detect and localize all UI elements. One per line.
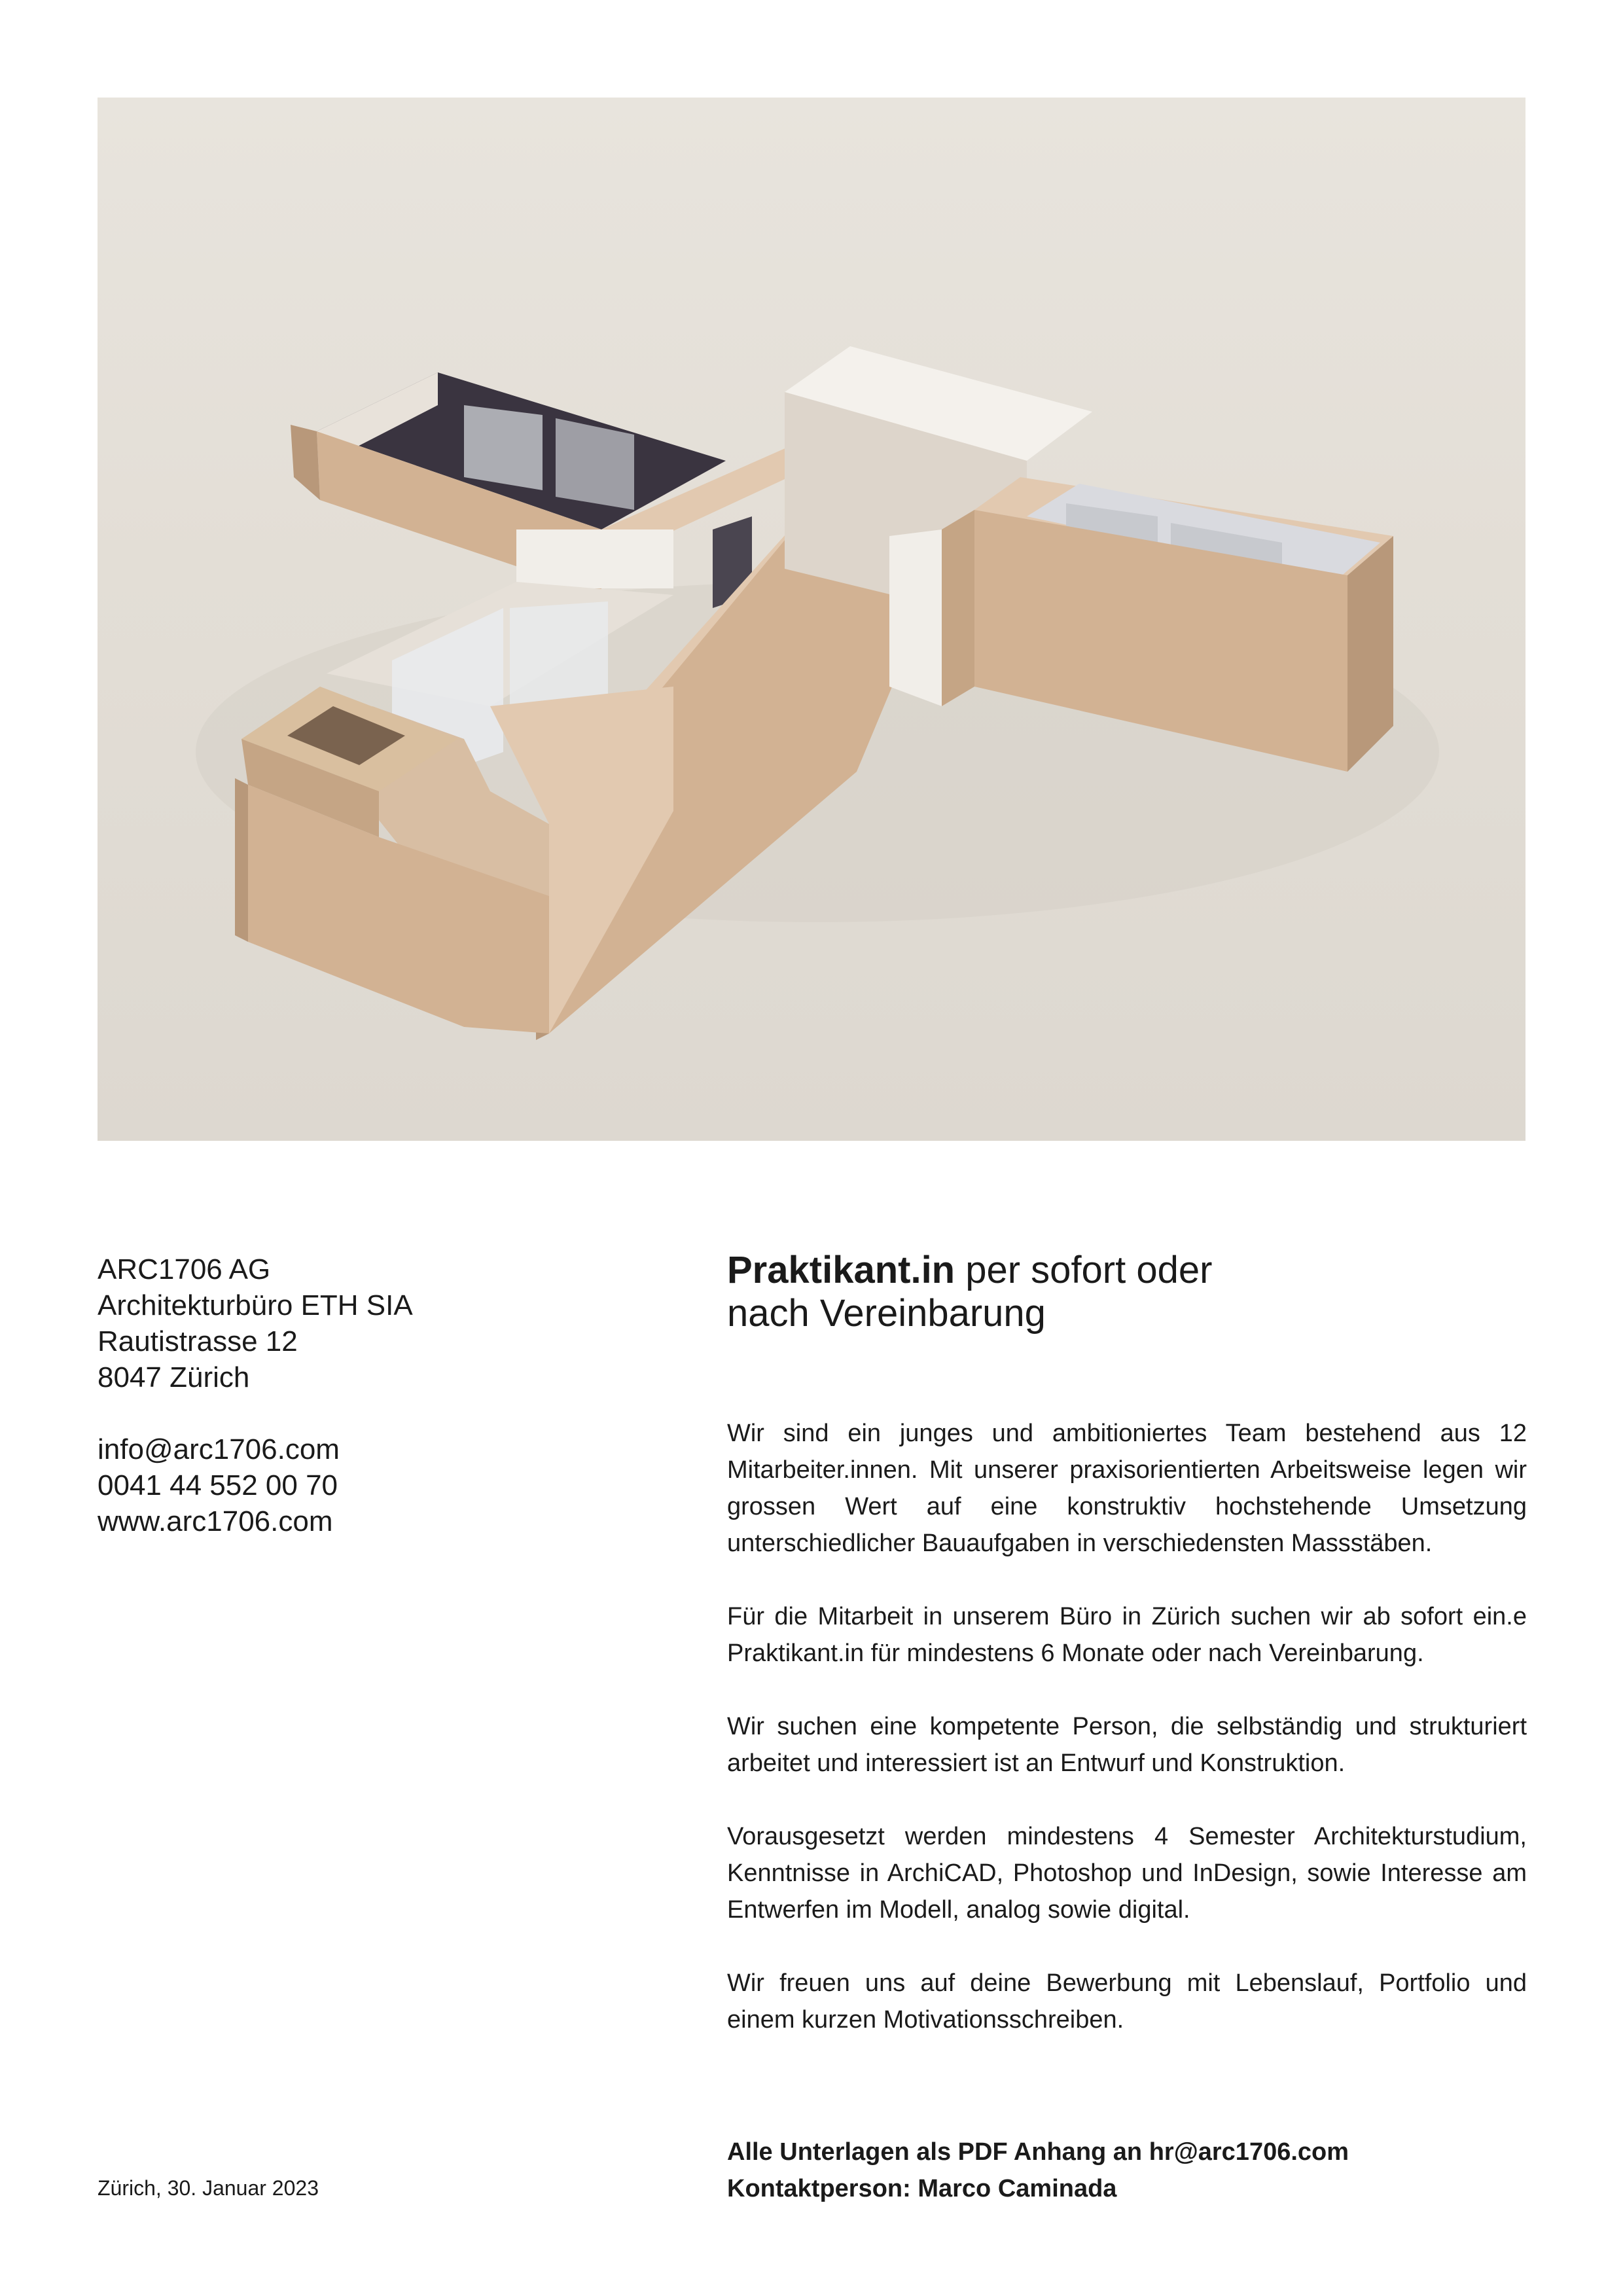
city: 8047 Zürich — [98, 1361, 250, 1393]
postal-address-block — [98, 1251, 413, 1395]
job-title-line-1 — [727, 1249, 1527, 1292]
application-email-line[interactable]: Alle Unterlagen als PDF Anhang an hr@arc1706.com — [727, 2138, 1349, 2166]
paragraph-application: Wir freuen uns auf deine Bewerbung mit Lebenslauf, Portfolio und einem kurzen Motivationsschreiben. — [727, 1969, 1527, 2034]
contact-block — [98, 1431, 413, 1539]
website-link[interactable]: www.arc1706.com — [98, 1505, 333, 1537]
job-title-line-2: nach Vereinbarung — [727, 1292, 1046, 1335]
job-title-rest: per sofort oder — [955, 1249, 1213, 1291]
company-address — [98, 1251, 413, 1575]
phone-number: 0041 44 552 00 70 — [98, 1469, 338, 1501]
paragraph-position: Für die Mitarbeit in unserem Büro in Zürich suchen wir ab sofort ein.e Praktikant.in für mindestens 6 Monate oder nach Vereinbarung. — [727, 1603, 1527, 1667]
email-link[interactable]: info@arc1706.com — [98, 1433, 340, 1465]
job-posting — [727, 1249, 1527, 2075]
company-name: ARC1706 AG — [98, 1253, 271, 1285]
street: Rautistrasse 12 — [98, 1325, 298, 1357]
paragraph-team: Wir sind ein junges und ambitioniertes Team bestehend aus 12 Mitarbeiter.innen. Mit unserer praxisorientierten Arbeitsweise legen wir grossen Wert auf eine konstruktiv hochstehende Umsetzung unterschiedlicher Bauaufgaben in verschiedensten Massstäben. — [727, 1420, 1527, 1557]
job-title — [727, 1249, 1527, 1335]
model-illustration — [98, 98, 1525, 1141]
document-date: Zürich, 30. Januar 2023 — [98, 2176, 319, 2200]
job-title-bold: Praktikant.in — [727, 1249, 955, 1291]
paragraph-requirements: Vorausgesetzt werden mindestens 4 Semester Architekturstudium, Kenntnisse in ArchiCAD, Photoshop und InDesign, sowie Interesse am Entwerfen im Modell, analog sowie digital. — [727, 1823, 1527, 1924]
architectural-model-photo — [98, 98, 1525, 1141]
paragraph-profile: Wir suchen eine kompetente Person, die selbständig und strukturiert arbeitet und interessiert ist an Entwurf und Konstruktion. — [727, 1713, 1527, 1777]
application-contact — [727, 2134, 1349, 2207]
contact-person: Kontaktperson: Marco Caminada — [727, 2175, 1117, 2202]
company-descriptor: Architekturbüro ETH SIA — [98, 1289, 413, 1321]
